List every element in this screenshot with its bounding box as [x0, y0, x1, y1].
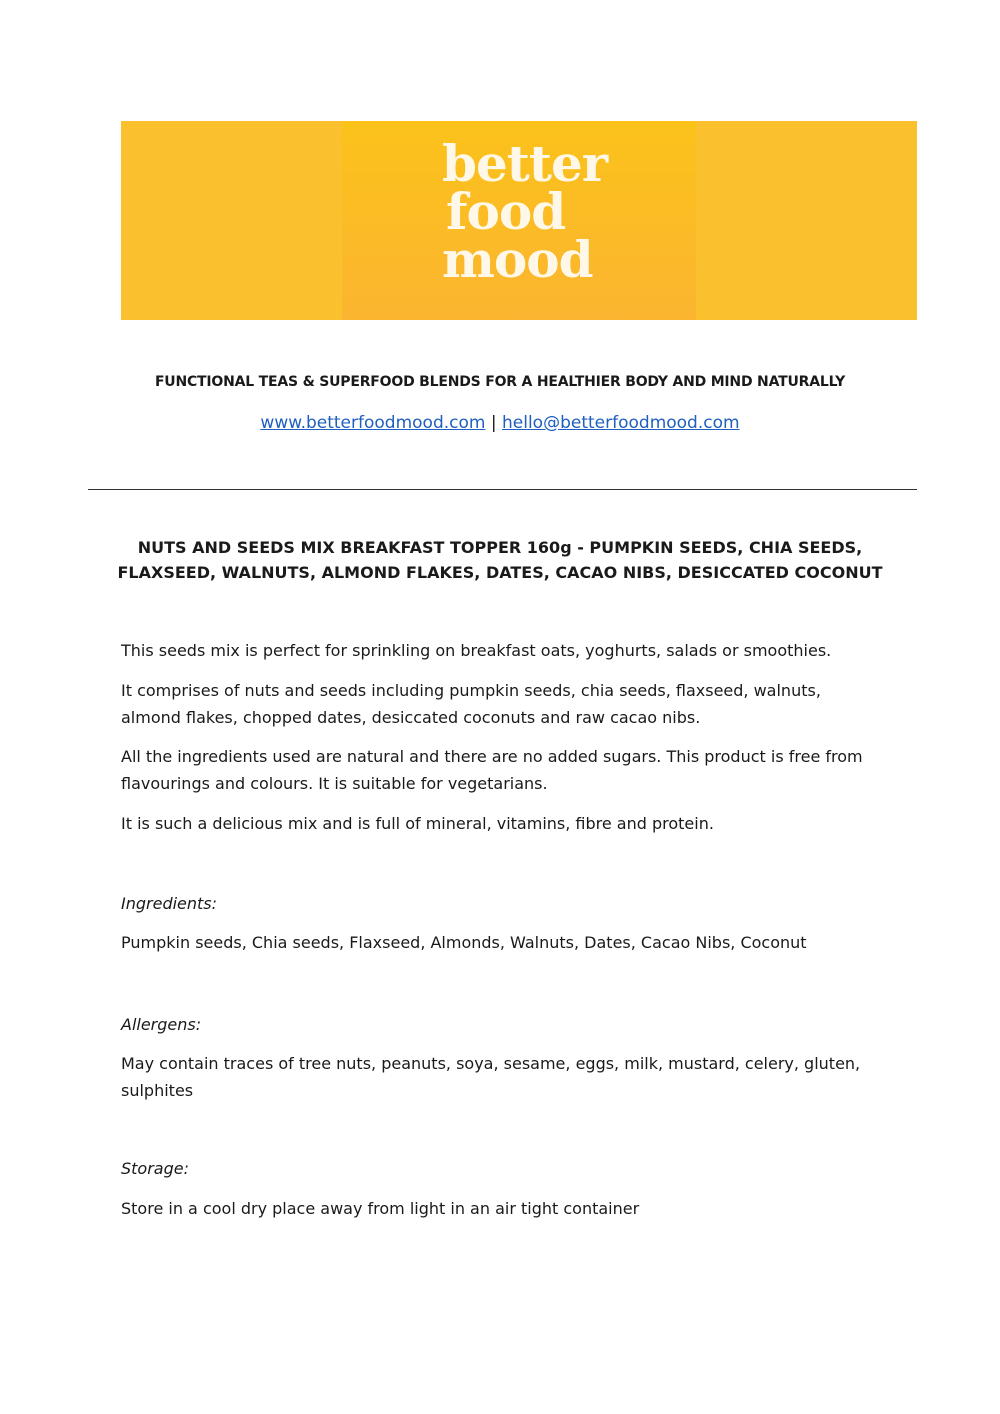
ingredients-label: Ingredients: — [121, 894, 218, 913]
product-title — [100, 535, 900, 585]
contact-links — [0, 413, 1000, 433]
divider — [88, 489, 917, 490]
description-paragraph-4: It is such a delicious mix and is full of mineral, vitamins, fibre and protein. — [121, 814, 714, 833]
logo-word-food: food — [446, 182, 566, 241]
brand-logo — [342, 121, 696, 320]
storage-label: Storage: — [121, 1159, 189, 1178]
logo-word-better: better — [442, 134, 608, 193]
product-title-line-1: NUTS AND SEEDS MIX BREAKFAST TOPPER 160g - PUMPKIN SEEDS, CHIA SEEDS, — [137, 538, 863, 557]
allergens-text: May contain traces of tree nuts, peanuts, soya, sesame, eggs, milk, mustard, celery, gluten, sulphites — [121, 1054, 861, 1100]
website-link[interactable]: www.betterfoodmood.com — [260, 413, 486, 433]
contact-separator: | — [490, 413, 497, 433]
allergens-label: Allergens: — [121, 1015, 202, 1034]
description-paragraph-3: All the ingredients used are natural and there are no added sugars. This product is free from flavourings and colours. It is suitable for vegetarians. — [121, 747, 863, 793]
description-paragraph-2: It comprises of nuts and seeds including pumpkin seeds, chia seeds, flaxseed, walnuts, almond flakes, chopped dates, desiccated coconuts and raw cacao nibs. — [121, 681, 821, 727]
product-title-line-2: FLAXSEED, WALNUTS, ALMOND FLAKES, DATES, CACAO NIBS, DESICCATED COCONUT — [117, 563, 883, 582]
tagline: FUNCTIONAL TEAS & SUPERFOOD BLENDS FOR A HEALTHIER BODY AND MIND NATURALLY — [154, 374, 846, 390]
logo-panel — [342, 121, 696, 320]
storage-text: Store in a cool dry place away from light in an air tight container — [121, 1199, 640, 1218]
ingredients-text: Pumpkin seeds, Chia seeds, Flaxseed, Almonds, Walnuts, Dates, Cacao Nibs, Coconut — [121, 933, 807, 952]
email-link[interactable]: hello@betterfoodmood.com — [502, 413, 740, 433]
description-paragraph-1: This seeds mix is perfect for sprinkling on breakfast oats, yoghurts, salads or smoothies. — [121, 641, 832, 660]
logo-word-mood: mood — [442, 230, 593, 289]
header-banner — [121, 121, 917, 320]
